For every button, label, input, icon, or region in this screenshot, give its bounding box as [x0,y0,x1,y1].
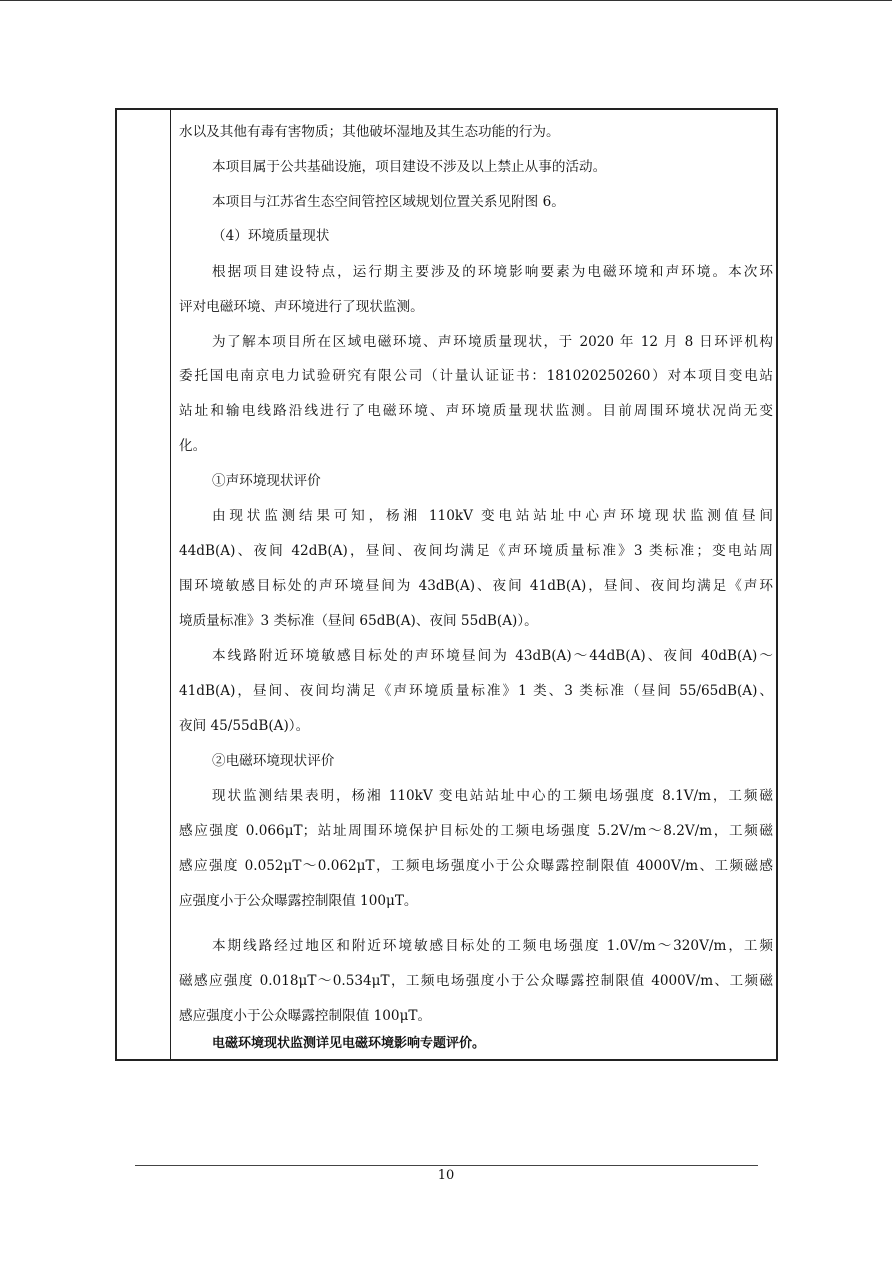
paragraph-line: 本线路附近环境敏感目标处的声环境昼间为 43dB(A)～44dB(A)、夜间 40dB(A)～ [212,648,773,664]
paragraph-line: 化。 [179,438,207,454]
paragraph-line: 围环境敏感目标处的声环境昼间为 43dB(A)、夜间 41dB(A)，昼间、夜间均满足《声环 [179,578,773,594]
section-heading: （4）环境质量现状 [212,228,330,244]
paragraph-line: 感应强度 0.066μT；站址周围环境保护目标处的工频电场强度 5.2V/m～8.2V/m，工频磁 [179,823,773,839]
content-table [115,108,778,1061]
bold-note: 电磁环境现状监测详见电磁环境影响专题评价。 [212,1036,486,1051]
paragraph-line: 现状监测结果表明，杨湘 110kV 变电站站址中心的工频电场强度 8.1V/m，工频磁 [212,788,773,804]
paragraph-line: 本项目属于公共基础设施，项目建设不涉及以上禁止从事的活动。 [212,159,607,175]
subsection-heading: ②电磁环境现状评价 [212,753,335,769]
paragraph-line: 夜间 45/55dB(A)）。 [179,718,310,734]
paragraph-line: 41dB(A)，昼间、夜间均满足《声环境质量标准》1 类、3 类标准（昼间 55/65dB(A)、 [179,683,773,699]
paragraph-line: 评对电磁环境、声环境进行了现状监测。 [179,299,424,315]
page-number: 10 [437,1168,455,1183]
paragraph-line: 为了解本项目所在区域电磁环境、声环境质量现状，于 2020 年 12 月 8 日环评机构 [212,334,773,350]
paragraph-line: 站址和输电线路沿线进行了电磁环境、声环境质量现状监测。目前周围环境状况尚无变 [179,403,773,419]
paragraph-line: 水以及其他有毒有害物质；其他破坏湿地及其生态功能的行为。 [179,124,560,140]
column-divider [170,110,171,1059]
subsection-heading: ①声环境现状评价 [212,473,321,489]
paragraph-line: 境质量标准》3 类标准（昼间 65dB(A)、夜间 55dB(A)）。 [179,613,538,629]
paragraph-line: 磁感应强度 0.018μT～0.534μT，工频电场强度小于公众曝露控制限值 4000V/m、工频磁 [179,973,773,989]
top-border-line [0,0,892,1]
paragraph-line: 根据项目建设特点，运行期主要涉及的环境影响要素为电磁环境和声环境。本次环 [212,264,773,280]
paragraph-line: 委托国电南京电力试验研究有限公司（计量认证证书：181020250260）对本项目变电站 [179,368,773,384]
paragraph-line: 由现状监测结果可知，杨湘 110kV 变电站站址中心声环境现状监测值昼间 [212,508,773,524]
paragraph-line: 本项目与江苏省生态空间管控区域规划位置关系见附图 6。 [212,194,565,210]
paragraph-line: 应强度小于公众曝露控制限值 100μT。 [179,893,418,909]
paragraph-line: 44dB(A)、夜间 42dB(A)，昼间、夜间均满足《声环境质量标准》3 类标准；变电站周 [179,543,773,559]
paragraph-line: 感应强度 0.052μT～0.062μT，工频电场强度小于公众曝露控制限值 4000V/m、工频磁感 [179,858,773,874]
footer-rule [135,1165,758,1166]
paragraph-line: 本期线路经过地区和附近环境敏感目标处的工频电场强度 1.0V/m～320V/m，工频 [212,938,773,954]
paragraph-line: 感应强度小于公众曝露控制限值 100μT。 [179,1008,432,1024]
